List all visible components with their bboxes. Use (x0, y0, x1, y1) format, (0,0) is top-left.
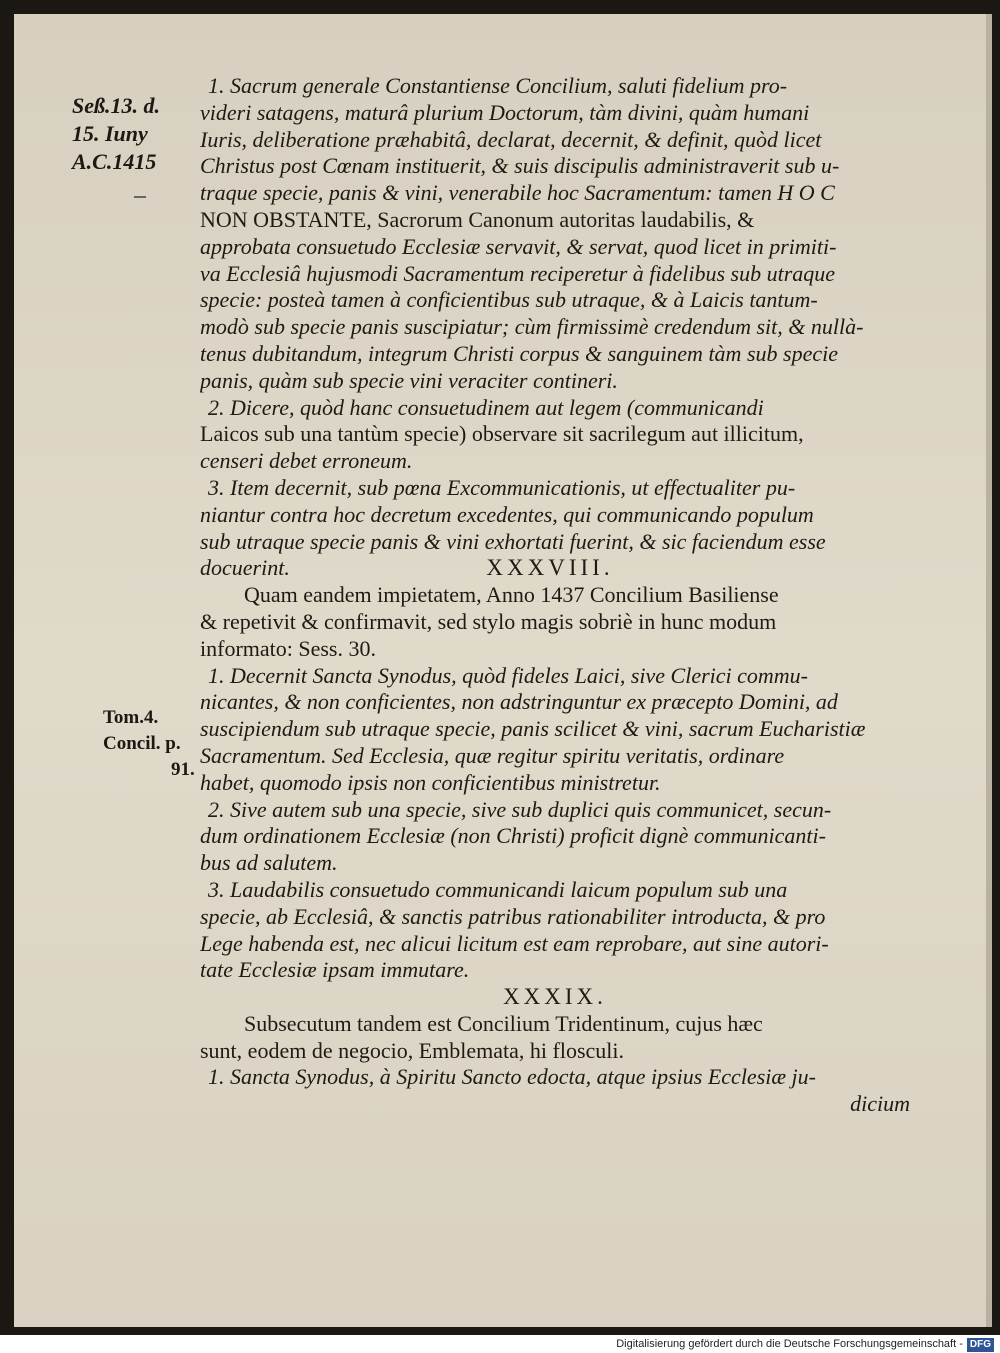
text-line: specie: posteà tamen à conficientibus sub utraque, & à Laicis tantum- (200, 287, 818, 313)
text-line: 2. Dicere, quòd hanc consuetudinem aut legem (communicandi (208, 394, 764, 420)
text-line: Lege habenda est, nec alicui licitum est eam reprobare, aut sine autori- (200, 930, 829, 956)
text-line: videri satagens, maturâ plurium Doctorum, tàm divini, quàm humani (200, 99, 810, 125)
text-line: 1. Sancta Synodus, à Spiritu Sancto edocta, atque ipsius Ecclesiæ ju- (208, 1064, 816, 1090)
section-heading: XXXVIII. (486, 555, 614, 581)
margin-note-tome (103, 705, 195, 783)
text-line: suscipiendum sub utraque specie, panis scilicet & vini, sacrum Eucharistiæ (200, 716, 866, 742)
text-line: 2. Sive autem sub una specie, sive sub duplici quis communicet, secun- (208, 796, 832, 822)
margin-note-line: Seß.13. d. (72, 93, 160, 118)
text-line: 1. Decernit Sancta Synodus, quòd fideles Laici, sive Clerici commu- (208, 662, 808, 688)
text-line: censeri debet erroneum. (200, 448, 413, 474)
catchword: dicium (850, 1091, 910, 1117)
margin-dash (134, 196, 146, 198)
text-line: dum ordinationem Ecclesiæ (non Christi) proficit dignè communicanti- (200, 823, 826, 849)
text-line: bus ad salutem. (200, 850, 338, 876)
text-line: sub utraque specie panis & vini exhortati fuerint, & sic faciendum esse (200, 528, 826, 554)
margin-note-line: Concil. p. (103, 733, 181, 754)
text-line: niantur contra hoc decretum excedentes, qui communicando populum (200, 501, 814, 527)
text-line: Iuris, deliberatione præhabitâ, declarat, decernit, & definit, quòd licet (200, 126, 822, 152)
text-line: specie, ab Ecclesiâ, & sanctis patribus rationabiliter introducta, & pro (200, 903, 826, 929)
text-line: Subsecutum tandem est Concilium Tridentinum, cujus hæc (244, 1010, 763, 1036)
text-line: 1. Sacrum generale Constantiense Concilium, saluti fidelium pro- (208, 73, 788, 98)
text-line: tenus dubitandum, integrum Christi corpus & sanguinem tàm sub specie (200, 340, 838, 366)
section-heading: XXXIX. (503, 984, 607, 1010)
text-line: tate Ecclesiæ ipsam immutare. (200, 957, 470, 983)
text-line: docuerint. (200, 555, 290, 581)
digitization-footer (0, 1335, 1000, 1353)
text-line: traque specie, panis & vini, venerabile hoc Sacramentum: tamen H O C (200, 180, 835, 206)
text-line: Christus post Cœnam instituerit, & suis discipulis administraverit sub u- (200, 153, 840, 179)
margin-note-line: Tom.4. (103, 707, 159, 728)
body-text (200, 73, 910, 1118)
text-line: approbata consuetudo Ecclesiæ servavit, & servat, quod licet in primiti- (200, 233, 837, 259)
text-line: 3. Laudabilis consuetudo communicandi laicum populum sub una (208, 876, 788, 902)
margin-note-line: 15. Iuny (72, 121, 148, 146)
text-line: 3. Item decernit, sub pœna Excommunicationis, ut effectualiter pu- (208, 474, 796, 500)
text-line: Sacramentum. Sed Ecclesia, quæ regitur spiritu veritatis, ordinare (200, 742, 785, 768)
text-line: & repetivit & confirmavit, sed stylo magis sobriè in hunc modum (200, 608, 777, 634)
margin-note-line: 91. (171, 759, 195, 780)
text-line: Quam eandem impietatem, Anno 1437 Concilium Basiliense (244, 582, 779, 608)
text-line: habet, quomodo ipsis non conficientibus ministretur. (200, 769, 661, 795)
dfg-logo: DFG (967, 1338, 994, 1352)
text-line: modò sub specie panis suscipiatur; cùm firmissimè credendum sit, & nullà- (200, 314, 864, 340)
footer-text: Digitalisierung gefördert durch die Deutsche Forschungsgemeinschaft - (616, 1338, 963, 1350)
text-line: nicantes, & non conficientes, non adstringuntur ex præcepto Domini, ad (200, 689, 838, 715)
text-line: va Ecclesiâ hujusmodi Sacramentum reciperetur à fidelibus sub utraque (200, 260, 836, 286)
text-line: NON OBSTANTE, Sacrorum Canonum autoritas laudabilis, & (200, 206, 755, 232)
margin-note-session (72, 92, 160, 176)
text-line: Laicos sub una tantùm specie) observare sit sacrilegum aut illicitum, (200, 421, 804, 447)
text-line: panis, quàm sub specie vini veraciter contineri. (200, 367, 618, 393)
text-line: sunt, eodem de negocio, Emblemata, hi flosculi. (200, 1037, 625, 1063)
text-line: informato: Sess. 30. (200, 635, 376, 661)
margin-note-line: A.C.1415 (72, 149, 157, 174)
